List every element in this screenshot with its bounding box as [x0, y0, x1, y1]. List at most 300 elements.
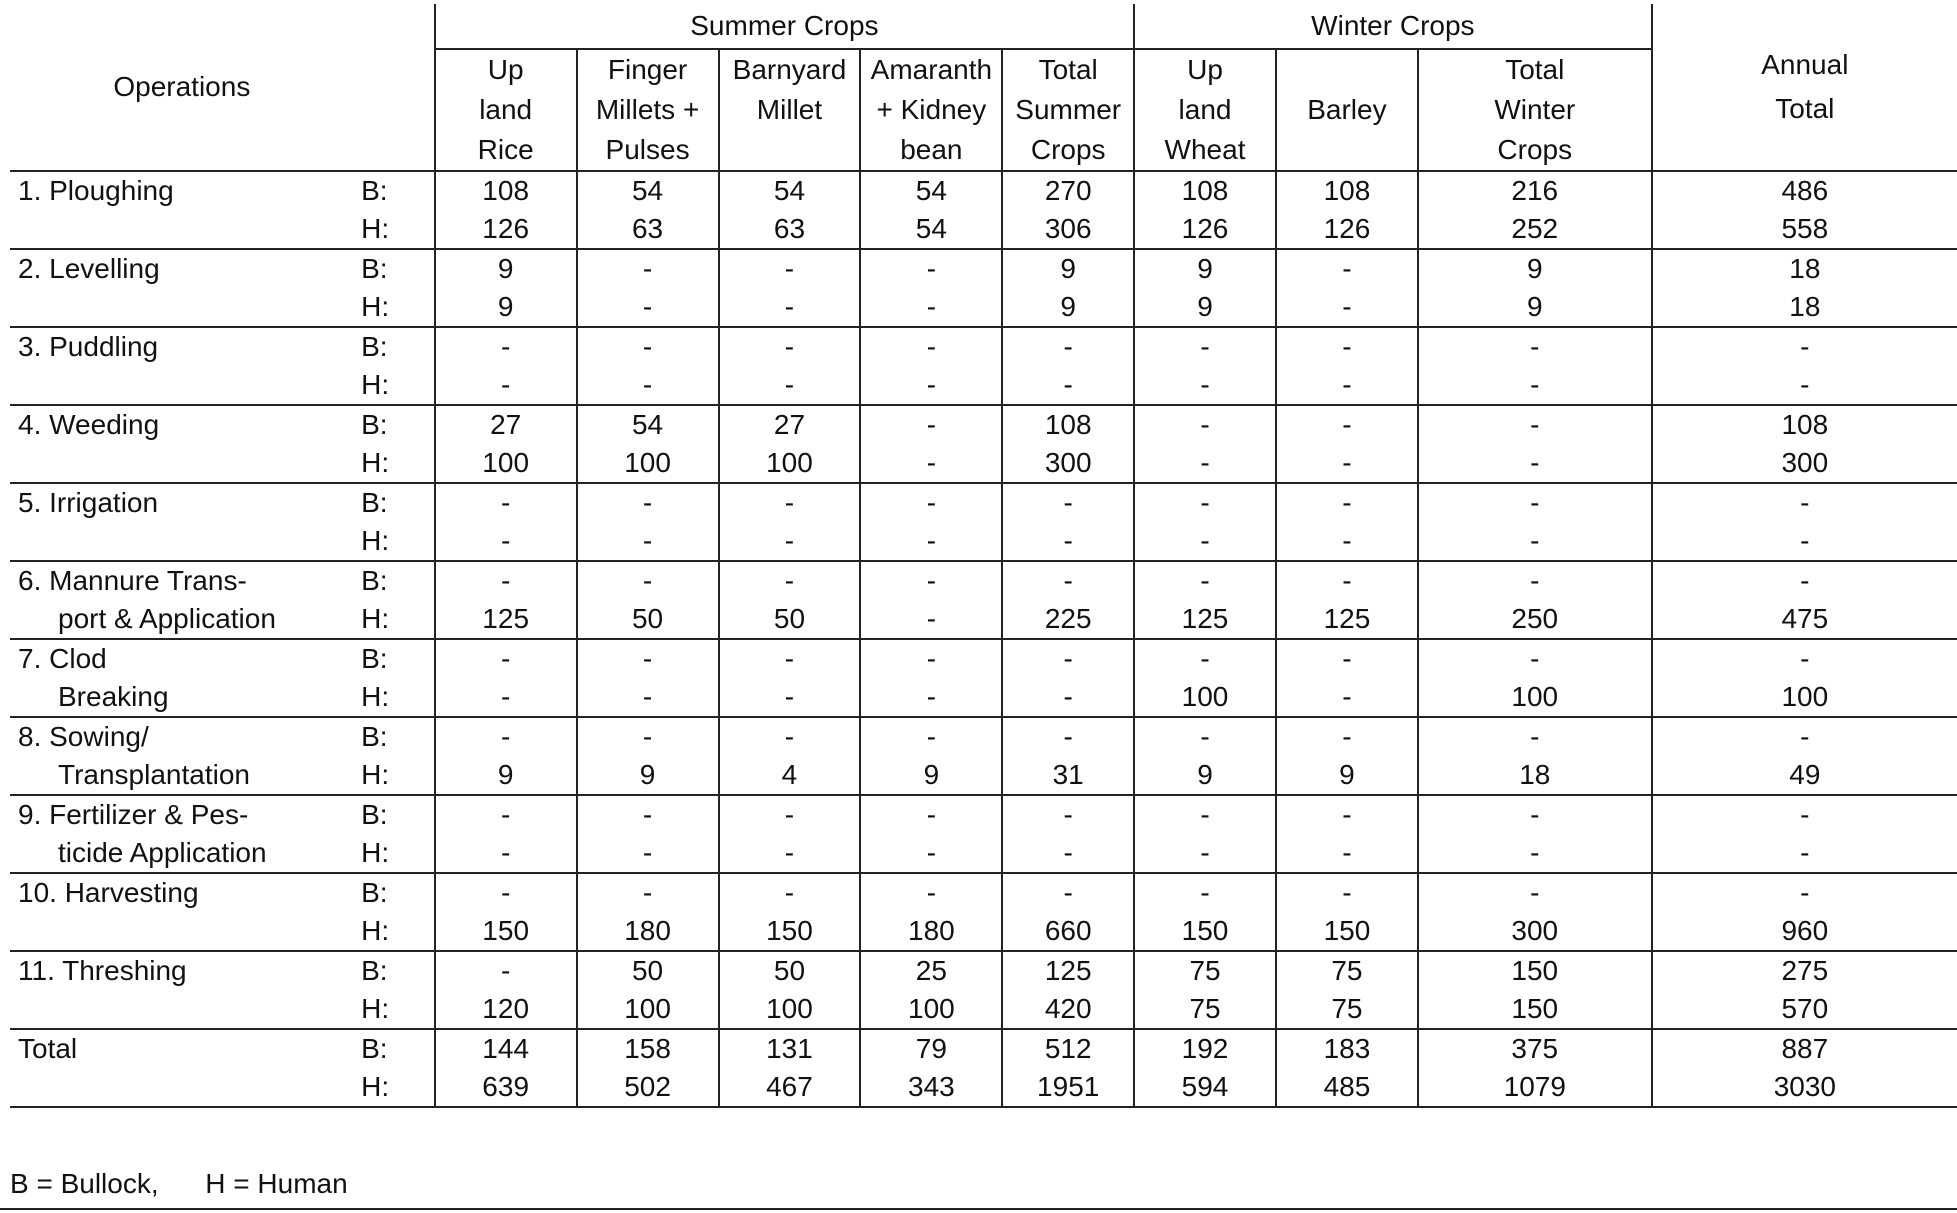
table-cell: -	[1134, 483, 1276, 522]
table-header	[10, 4, 1957, 171]
row-type-label: B:	[361, 175, 388, 206]
table-cell: 108	[1002, 405, 1134, 444]
table-cell: -	[1276, 327, 1418, 366]
summer-col-header: Pulses	[577, 130, 719, 171]
table-cell: -	[1276, 405, 1418, 444]
operation-name	[10, 210, 357, 249]
summer-col-header: Rice	[435, 130, 577, 171]
table-cell: -	[435, 483, 577, 522]
table-row	[10, 171, 1957, 210]
table-row	[10, 951, 1957, 990]
table-cell: 3030	[1652, 1068, 1957, 1107]
table-cell: -	[1652, 366, 1957, 405]
table-cell: 108	[1276, 171, 1418, 210]
operation-name: port & Application	[58, 603, 276, 634]
row-type-label: H:	[361, 915, 390, 946]
table-cell: 79	[860, 1029, 1002, 1068]
table-cell: -	[1418, 639, 1652, 678]
table-cell: -	[1002, 873, 1134, 912]
operation-name	[10, 522, 357, 561]
table-cell: 54	[577, 405, 719, 444]
table-cell: -	[1276, 444, 1418, 483]
table-cell: -	[577, 639, 719, 678]
table-cell: 144	[435, 1029, 577, 1068]
summer-col-header	[719, 130, 861, 171]
table-cell: 300	[1002, 444, 1134, 483]
table-cell: 120	[435, 990, 577, 1029]
table-cell: 50	[719, 951, 861, 990]
table-cell: -	[1276, 717, 1418, 756]
table-cell: 250	[1418, 600, 1652, 639]
table-row	[10, 678, 1957, 717]
table-row	[10, 756, 1957, 795]
table-cell: 9	[1002, 288, 1134, 327]
table-cell: -	[860, 288, 1002, 327]
table-cell: 49	[1652, 756, 1957, 795]
labour-requirement-table	[10, 4, 1957, 1108]
table-cell: -	[860, 678, 1002, 717]
operations-header: Operations	[10, 4, 435, 171]
table-cell: 300	[1652, 444, 1957, 483]
operation-name: Total	[18, 1033, 78, 1064]
table-cell: 100	[435, 444, 577, 483]
table-cell: -	[860, 717, 1002, 756]
table-cell: -	[1276, 366, 1418, 405]
table-cell: -	[577, 249, 719, 288]
table-cell: 50	[577, 600, 719, 639]
row-type-label: B:	[361, 877, 388, 908]
table-cell: 158	[577, 1029, 719, 1068]
table-cell: 125	[1002, 951, 1134, 990]
table-cell: 9	[1418, 288, 1652, 327]
winter-col-header	[1276, 130, 1418, 171]
table-cell: -	[577, 678, 719, 717]
table-cell: -	[719, 678, 861, 717]
table-cell: -	[1652, 522, 1957, 561]
table-row	[10, 366, 1957, 405]
table-cell: -	[1418, 366, 1652, 405]
table-cell: -	[1134, 327, 1276, 366]
table-cell: -	[1134, 561, 1276, 600]
table-cell: -	[1134, 522, 1276, 561]
table-cell: -	[1002, 678, 1134, 717]
table-cell: -	[435, 366, 577, 405]
row-type-label: H:	[361, 837, 390, 868]
operation-name: 7. Clod	[18, 643, 107, 674]
table-cell: -	[1418, 405, 1652, 444]
table-cell: -	[435, 561, 577, 600]
table-cell: 192	[1134, 1029, 1276, 1068]
table-cell: -	[435, 873, 577, 912]
row-type-label: B:	[361, 565, 388, 596]
table-cell: 225	[1002, 600, 1134, 639]
table-cell: 1079	[1418, 1068, 1652, 1107]
table-cell: 75	[1134, 990, 1276, 1029]
table-cell: 54	[860, 210, 1002, 249]
row-type-label: H:	[361, 291, 390, 322]
table-cell: -	[1276, 483, 1418, 522]
table-cell: 486	[1652, 171, 1957, 210]
summer-col-header: + Kidney	[860, 90, 1002, 130]
winter-col-header: Total	[1418, 49, 1652, 90]
table-cell: -	[719, 288, 861, 327]
table-cell: 150	[1134, 912, 1276, 951]
table-cell: 31	[1002, 756, 1134, 795]
table-cell: 125	[1276, 600, 1418, 639]
table-cell: -	[1652, 717, 1957, 756]
row-type-label: H:	[361, 525, 390, 556]
table-cell: -	[1276, 522, 1418, 561]
summer-col-header: Millets +	[577, 90, 719, 130]
summer-col-header: Up	[435, 49, 577, 90]
operation-name	[10, 1068, 357, 1107]
table-cell: -	[1002, 561, 1134, 600]
table-cell: -	[719, 873, 861, 912]
table-cell: 100	[719, 444, 861, 483]
table-cell: 180	[577, 912, 719, 951]
table-cell: 300	[1418, 912, 1652, 951]
table-cell: -	[1134, 444, 1276, 483]
table-row	[10, 1029, 1957, 1068]
table-cell: -	[860, 600, 1002, 639]
row-type-label: H:	[361, 603, 390, 634]
table-cell: -	[719, 249, 861, 288]
table-row	[10, 327, 1957, 366]
table-row	[10, 522, 1957, 561]
operation-name: 9. Fertilizer & Pes-	[18, 799, 249, 830]
table-cell: 126	[1134, 210, 1276, 249]
table-row	[10, 405, 1957, 444]
legend: B = Bullock, H = Human	[10, 1168, 348, 1199]
table-cell: 9	[1276, 756, 1418, 795]
table-cell: 50	[719, 600, 861, 639]
table-cell: 9	[1418, 249, 1652, 288]
table-cell: -	[860, 483, 1002, 522]
table-cell: -	[860, 834, 1002, 873]
table-row	[10, 249, 1957, 288]
row-type-label: H:	[361, 213, 390, 244]
table-cell: -	[577, 366, 719, 405]
summer-col-header: Finger	[577, 49, 719, 90]
row-type-label: B:	[361, 1033, 388, 1064]
table-cell: -	[577, 561, 719, 600]
operation-name: Breaking	[58, 681, 169, 712]
table-cell: -	[860, 873, 1002, 912]
table-cell: -	[435, 795, 577, 834]
winter-col-header: Winter	[1418, 90, 1652, 130]
table-cell: 100	[577, 444, 719, 483]
table-cell: -	[1652, 483, 1957, 522]
table-row	[10, 990, 1957, 1029]
table-cell: 54	[860, 171, 1002, 210]
table-cell: 75	[1276, 951, 1418, 990]
table-cell: 9	[1002, 249, 1134, 288]
table-cell: 216	[1418, 171, 1652, 210]
winter-col-header: Wheat	[1134, 130, 1276, 171]
table-cell: -	[577, 522, 719, 561]
table-cell: -	[1652, 834, 1957, 873]
table-cell: -	[719, 561, 861, 600]
row-type-label: B:	[361, 409, 388, 440]
table-cell: -	[1134, 873, 1276, 912]
table-row	[10, 483, 1957, 522]
table-cell: -	[1418, 561, 1652, 600]
table-cell: 270	[1002, 171, 1134, 210]
table-row	[10, 600, 1957, 639]
row-type-label: B:	[361, 955, 388, 986]
table-cell: -	[1134, 717, 1276, 756]
table-cell: -	[860, 405, 1002, 444]
row-type-label: H:	[361, 447, 390, 478]
operation-name	[10, 366, 357, 405]
table-cell: -	[577, 327, 719, 366]
summer-crops-header: Summer Crops	[435, 4, 1134, 49]
table-cell: -	[577, 717, 719, 756]
summer-col-header: Barnyard	[719, 49, 861, 90]
table-cell: -	[860, 444, 1002, 483]
winter-col-header: Up	[1134, 49, 1276, 90]
table-cell: -	[1652, 795, 1957, 834]
annual-total-header-line: Total	[1775, 93, 1835, 124]
winter-col-header	[1276, 49, 1418, 90]
table-cell: -	[719, 366, 861, 405]
table-cell: 25	[860, 951, 1002, 990]
table-cell: 100	[1652, 678, 1957, 717]
table-cell: 887	[1652, 1029, 1957, 1068]
table-row	[10, 288, 1957, 327]
table-cell: 9	[1134, 288, 1276, 327]
summer-col-header: Millet	[719, 90, 861, 130]
table-cell: 27	[435, 405, 577, 444]
row-type-label: H:	[361, 993, 390, 1024]
table-cell: -	[1418, 873, 1652, 912]
summer-col-header: Crops	[1002, 130, 1134, 171]
table-cell: 63	[577, 210, 719, 249]
table-cell: -	[719, 834, 861, 873]
table-cell: 960	[1652, 912, 1957, 951]
table-cell: -	[1276, 873, 1418, 912]
table-cell: 100	[719, 990, 861, 1029]
table-cell: 150	[1418, 951, 1652, 990]
table-cell: -	[860, 795, 1002, 834]
table-cell: -	[860, 327, 1002, 366]
table-cell: -	[1002, 795, 1134, 834]
table-cell: 125	[1134, 600, 1276, 639]
table-row	[10, 639, 1957, 678]
table-row	[10, 912, 1957, 951]
table-cell: 4	[719, 756, 861, 795]
table-cell: -	[435, 834, 577, 873]
table-cell: -	[1276, 288, 1418, 327]
winter-col-header: land	[1134, 90, 1276, 130]
table-cell: 108	[435, 171, 577, 210]
operation-name: 3. Puddling	[18, 331, 159, 362]
row-type-label: H:	[361, 369, 390, 400]
winter-crops-header: Winter Crops	[1134, 4, 1652, 49]
operation-name	[10, 912, 357, 951]
table-cell: -	[1002, 522, 1134, 561]
table-cell: 18	[1652, 249, 1957, 288]
table-row	[10, 561, 1957, 600]
table-cell: -	[435, 678, 577, 717]
operation-name	[10, 990, 357, 1029]
table-cell: 100	[577, 990, 719, 1029]
table-cell: 50	[577, 951, 719, 990]
table-cell: -	[1134, 834, 1276, 873]
table-cell: -	[719, 327, 861, 366]
table-cell: -	[719, 522, 861, 561]
table-cell: -	[1418, 795, 1652, 834]
table-row	[10, 795, 1957, 834]
table-cell: -	[719, 639, 861, 678]
annual-total-header-line: Annual	[1761, 49, 1849, 80]
table-cell: -	[860, 561, 1002, 600]
row-type-label: B:	[361, 331, 388, 362]
table-cell: -	[1002, 483, 1134, 522]
table-cell: 54	[719, 171, 861, 210]
table-cell: 9	[435, 249, 577, 288]
table-cell: -	[860, 249, 1002, 288]
table-cell: 9	[1134, 756, 1276, 795]
table-cell: -	[1276, 678, 1418, 717]
table-cell: -	[577, 795, 719, 834]
bottom-rule	[0, 1208, 1957, 1210]
table-cell: -	[1134, 405, 1276, 444]
table-cell: 108	[1134, 171, 1276, 210]
table-cell: -	[1002, 717, 1134, 756]
winter-col-header: Crops	[1418, 130, 1652, 171]
table-row	[10, 717, 1957, 756]
table-cell: 639	[435, 1068, 577, 1107]
operation-name: 2. Levelling	[18, 253, 160, 284]
table-cell: 512	[1002, 1029, 1134, 1068]
table-cell: -	[435, 327, 577, 366]
table-cell: 100	[1134, 678, 1276, 717]
operation-name	[10, 444, 357, 483]
table-cell: -	[719, 795, 861, 834]
table-cell: -	[1002, 366, 1134, 405]
header-group-row	[10, 4, 1957, 49]
summer-col-header: bean	[860, 130, 1002, 171]
operation-name: 10. Harvesting	[18, 877, 199, 908]
table-cell: -	[1002, 327, 1134, 366]
table-cell: -	[1276, 561, 1418, 600]
row-type-label: H:	[361, 759, 390, 790]
table-cell: -	[1276, 639, 1418, 678]
summer-col-header: Summer	[1002, 90, 1134, 130]
table-cell: 126	[1276, 210, 1418, 249]
row-type-label: B:	[361, 487, 388, 518]
table-cell: 1951	[1002, 1068, 1134, 1107]
table-cell: 100	[860, 990, 1002, 1029]
row-type-label: B:	[361, 253, 388, 284]
table-cell: 660	[1002, 912, 1134, 951]
table-cell: -	[435, 717, 577, 756]
table-cell: -	[577, 873, 719, 912]
table-cell: -	[435, 951, 577, 990]
table-cell: -	[1418, 483, 1652, 522]
table-cell: 570	[1652, 990, 1957, 1029]
table-cell: -	[1134, 795, 1276, 834]
table-cell: 100	[1418, 678, 1652, 717]
table-cell: 467	[719, 1068, 861, 1107]
operation-name	[10, 288, 357, 327]
table-row	[10, 834, 1957, 873]
table-cell: 75	[1134, 951, 1276, 990]
table-cell: -	[577, 288, 719, 327]
table-cell: 306	[1002, 210, 1134, 249]
table-cell: 126	[435, 210, 577, 249]
summer-col-header: Total	[1002, 49, 1134, 90]
table-cell: -	[1002, 834, 1134, 873]
table-cell: -	[577, 834, 719, 873]
row-type-label: B:	[361, 721, 388, 752]
summer-col-header: Amaranth	[860, 49, 1002, 90]
table-cell: 420	[1002, 990, 1134, 1029]
operation-name: ticide Application	[58, 837, 267, 868]
table-cell: 63	[719, 210, 861, 249]
table-cell: -	[1652, 327, 1957, 366]
table-cell: -	[860, 639, 1002, 678]
table-cell: 18	[1418, 756, 1652, 795]
table-row	[10, 444, 1957, 483]
table-cell: -	[1652, 561, 1957, 600]
operation-name: 1. Ploughing	[18, 175, 174, 206]
table-cell: 27	[719, 405, 861, 444]
table-cell: -	[719, 717, 861, 756]
annual-total-header	[1652, 4, 1957, 171]
operation-name: 11. Threshing	[18, 955, 187, 986]
table-cell: 9	[577, 756, 719, 795]
table-cell: 183	[1276, 1029, 1418, 1068]
table-cell: -	[719, 483, 861, 522]
table-cell: 343	[860, 1068, 1002, 1107]
table-cell: -	[1652, 639, 1957, 678]
table-cell: 150	[435, 912, 577, 951]
operation-name: 8. Sowing/	[18, 721, 149, 752]
table-cell: -	[1276, 834, 1418, 873]
table-cell: 108	[1652, 405, 1957, 444]
table-cell: -	[1418, 834, 1652, 873]
table-cell: 275	[1652, 951, 1957, 990]
row-type-label: B:	[361, 643, 388, 674]
table-cell: 125	[435, 600, 577, 639]
winter-col-header: Barley	[1276, 90, 1418, 130]
table-cell: -	[1418, 444, 1652, 483]
table-cell: -	[1276, 249, 1418, 288]
table-cell: 252	[1418, 210, 1652, 249]
table-cell: 150	[1276, 912, 1418, 951]
table-cell: 475	[1652, 600, 1957, 639]
row-type-label: H:	[361, 1071, 390, 1102]
table-cell: -	[435, 522, 577, 561]
table-cell: -	[860, 522, 1002, 561]
table-cell: 9	[860, 756, 1002, 795]
table-cell: -	[1276, 795, 1418, 834]
row-type-label: B:	[361, 799, 388, 830]
row-type-label: H:	[361, 681, 390, 712]
operation-name: Transplantation	[58, 759, 250, 790]
operation-name: 6. Mannure Trans-	[18, 565, 247, 596]
table-cell: -	[1652, 873, 1957, 912]
table-cell: -	[1418, 327, 1652, 366]
table-cell: -	[1418, 717, 1652, 756]
summer-col-header: land	[435, 90, 577, 130]
table-cell: 9	[1134, 249, 1276, 288]
table-cell: 594	[1134, 1068, 1276, 1107]
table-cell: -	[860, 366, 1002, 405]
table-row	[10, 1068, 1957, 1107]
